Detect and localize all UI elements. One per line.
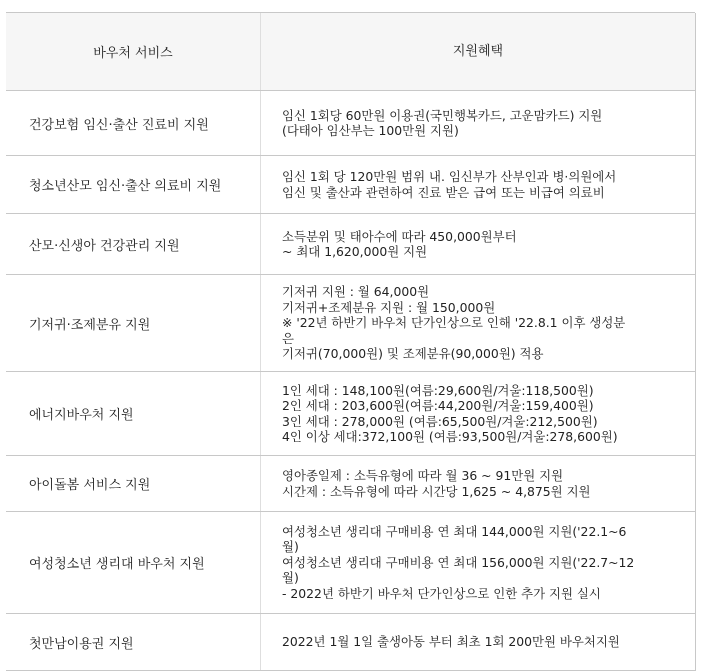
benefit-line: 임신 1회당 60만원 이용권(국민행복카드, 고운맘카드) 지원 <box>282 107 603 123</box>
service-cell: 아이돌봄 서비스 지원 <box>6 456 261 511</box>
benefit-cell <box>261 372 695 455</box>
benefit-line: 기저귀(70,000원) 및 조제분유(90,000원) 적용 <box>282 346 544 362</box>
benefit-line: (다태아 임산부는 100만원 지원) <box>282 123 459 138</box>
benefit-line: 월) <box>282 570 299 586</box>
benefit-line: 월) <box>282 539 299 555</box>
service-cell: 여성청소년 생리대 바우처 지원 <box>6 512 261 613</box>
benefit-cell <box>261 456 695 511</box>
table-row <box>6 156 695 214</box>
table-body <box>6 91 695 671</box>
benefit-line: - 2022년 하반기 바우처 단가인상으로 인한 추가 지원 실시 <box>282 585 601 601</box>
voucher-table <box>6 12 695 671</box>
benefit-line: ※ '22년 하반기 바우처 단가인상으로 인해 '22.8.1 이후 생성분 <box>282 315 626 331</box>
table-row <box>6 91 695 156</box>
benefit-line: 영아종일제 : 소득유형에 따라 월 36 ~ 91만원 지원 <box>282 468 564 483</box>
benefit-line: 여성청소년 생리대 구매비용 연 최대 144,000원 지원('22.1~6 <box>282 523 627 539</box>
service-cell: 첫만남이용권 지원 <box>6 614 261 670</box>
benefit-line: 은 <box>282 330 294 346</box>
service-cell: 기저귀·조제분유 지원 <box>6 275 261 371</box>
header-benefit: 지원혜택 <box>452 43 504 59</box>
table-row <box>6 275 695 372</box>
service-cell: 청소년산모 임신·출산 의료비 지원 <box>6 156 261 213</box>
benefit-cell <box>261 512 695 613</box>
benefit-line: 임신 및 출산과 관련하여 진료 받은 급여 또는 비급여 의료비 <box>282 184 605 200</box>
table-row <box>6 214 695 275</box>
service-cell: 건강보험 임신·출산 진료비 지원 <box>6 91 261 155</box>
benefit-line: 시간제 : 소득유형에 따라 시간당 1,625 ~ 4,875원 지원 <box>282 483 591 499</box>
benefit-cell <box>261 156 695 213</box>
service-cell: 산모·신생아 건강관리 지원 <box>6 214 261 274</box>
benefit-line: 3인 세대 : 278,000원 (여름:65,500원/겨울:212,500원) <box>282 413 598 429</box>
benefit-line: 2인 세대 : 203,600원(여름:44,200원/겨울:159,400원) <box>282 398 594 413</box>
table-row <box>6 614 695 671</box>
benefit-line: 1인 세대 : 148,100원(여름:29,600원/겨울:118,500원) <box>282 382 594 398</box>
benefit-line: 2022년 1월 1일 출생아동 부터 최초 1회 200만원 바우처지원 <box>282 634 620 650</box>
benefit-line: 소득분위 및 태아수에 따라 450,000원부터 <box>282 228 517 244</box>
table-row <box>6 372 695 456</box>
benefit-line: ~ 최대 1,620,000원 지원 <box>282 244 428 259</box>
benefit-line: 기저귀 지원 : 월 64,000원 <box>282 284 430 300</box>
benefit-cell <box>261 91 695 155</box>
header-service: 바우처 서비스 <box>6 13 261 90</box>
table-row <box>6 512 695 614</box>
benefit-line: 임신 1회 당 120만원 범위 내. 임신부가 산부인과 병·의원에서 <box>282 169 617 184</box>
benefit-line: 기저귀+조제분유 지원 : 월 150,000원 <box>282 299 496 315</box>
table-row <box>6 456 695 512</box>
benefit-cell <box>261 275 695 371</box>
benefit-cell <box>261 614 695 670</box>
benefit-line: 4인 이상 세대:372,100원 (여름:93,500원/겨울:278,600원) <box>282 429 618 444</box>
table-header-row <box>6 13 695 91</box>
benefit-cell <box>261 214 695 274</box>
service-cell: 에너지바우처 지원 <box>6 372 261 455</box>
benefit-line: 여성청소년 생리대 구매비용 연 최대 156,000원 지원('22.7~12 <box>282 554 635 570</box>
